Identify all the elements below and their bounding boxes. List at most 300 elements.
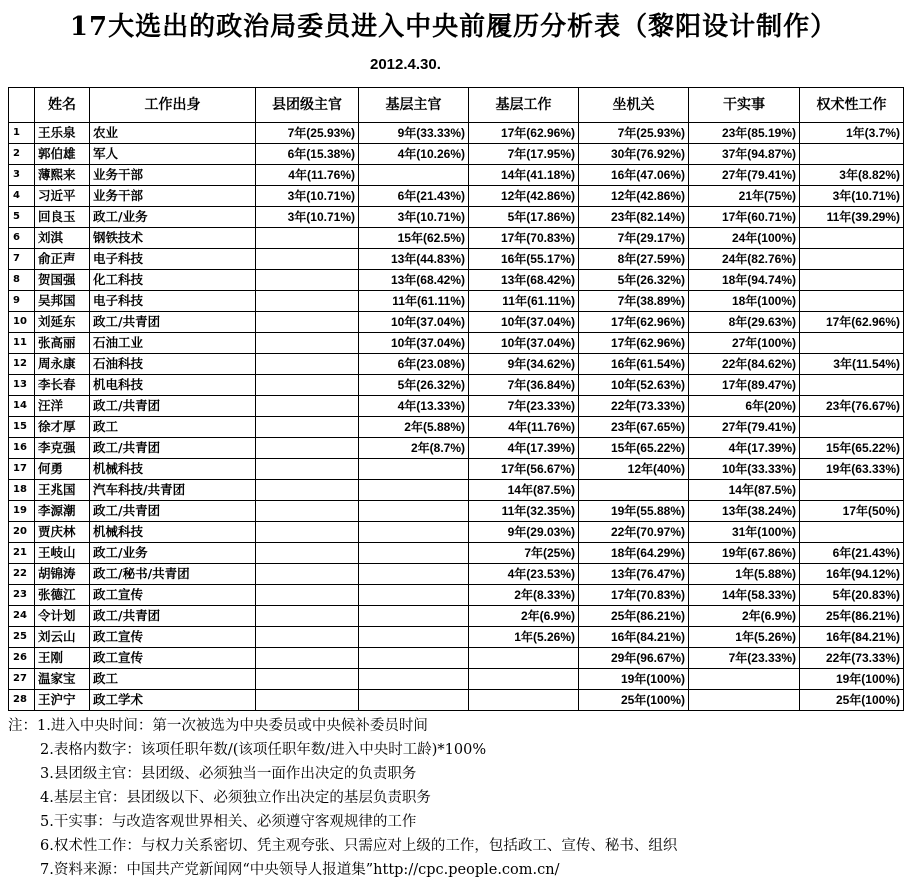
work-origin: 化工科技	[90, 270, 256, 291]
table-row	[9, 207, 904, 228]
grassroots-work-cell: 17年(70.83%)	[469, 228, 579, 249]
county-chief-cell	[256, 249, 359, 270]
grassroots-work-cell: 4年(17.39%)	[469, 438, 579, 459]
grassroots-work-cell: 7年(23.33%)	[469, 396, 579, 417]
footnote-item: 7.资料来源：中国共产党新闻网“中央领导人报道集”http://cpc.people.com.cn/	[40, 862, 560, 878]
grassroots-chief-cell	[359, 690, 469, 711]
work-origin: 机械科技	[90, 522, 256, 543]
practical-work-cell: 19年(67.86%)	[689, 543, 800, 564]
power-work-cell: 11年(39.29%)	[800, 207, 904, 228]
practical-work-cell: 1年(5.88%)	[689, 564, 800, 585]
footnote-item: 4.基层主官：县团级以下、必须独立作出决定的基层负责职务	[40, 790, 431, 806]
table-row	[9, 165, 904, 186]
person-name: 李长春	[35, 375, 90, 396]
grassroots-work-cell: 7年(36.84%)	[469, 375, 579, 396]
grassroots-chief-cell: 13年(44.83%)	[359, 249, 469, 270]
grassroots-work-cell: 4年(23.53%)	[469, 564, 579, 585]
grassroots-chief-cell: 5年(26.32%)	[359, 375, 469, 396]
grassroots-work-cell: 10年(37.04%)	[469, 312, 579, 333]
power-work-cell	[800, 291, 904, 312]
footnote-item: 2.表格内数字：该项任职年数/(该项任职年数/进入中央时工龄)*100%	[40, 742, 487, 758]
work-origin: 机电科技	[90, 375, 256, 396]
work-origin: 钢铁技术	[90, 228, 256, 249]
county-chief-cell	[256, 690, 359, 711]
power-work-cell: 3年(10.71%)	[800, 186, 904, 207]
county-chief-cell	[256, 459, 359, 480]
office-work-cell	[579, 480, 689, 501]
row-index: 23	[9, 585, 35, 606]
office-work-cell: 18年(64.29%)	[579, 543, 689, 564]
row-index: 26	[9, 648, 35, 669]
person-name: 王兆国	[35, 480, 90, 501]
power-work-cell: 6年(21.43%)	[800, 543, 904, 564]
grassroots-chief-cell: 13年(68.42%)	[359, 270, 469, 291]
table-row	[9, 312, 904, 333]
practical-work-cell: 10年(33.33%)	[689, 459, 800, 480]
person-name: 周永康	[35, 354, 90, 375]
header-office-work: 坐机关	[579, 88, 689, 123]
grassroots-work-cell: 17年(56.67%)	[469, 459, 579, 480]
table-row	[9, 438, 904, 459]
office-work-cell: 17年(70.83%)	[579, 585, 689, 606]
county-chief-cell: 3年(10.71%)	[256, 207, 359, 228]
grassroots-chief-cell: 6年(23.08%)	[359, 354, 469, 375]
grassroots-work-cell: 5年(17.86%)	[469, 207, 579, 228]
grassroots-work-cell: 10年(37.04%)	[469, 333, 579, 354]
grassroots-work-cell	[469, 648, 579, 669]
work-origin: 石油工业	[90, 333, 256, 354]
row-index: 11	[9, 333, 35, 354]
person-name: 吴邦国	[35, 291, 90, 312]
county-chief-cell	[256, 606, 359, 627]
work-origin: 政工	[90, 417, 256, 438]
grassroots-chief-cell: 11年(61.11%)	[359, 291, 469, 312]
person-name: 王乐泉	[35, 123, 90, 144]
person-name: 刘淇	[35, 228, 90, 249]
county-chief-cell: 7年(25.93%)	[256, 123, 359, 144]
power-work-cell: 19年(100%)	[800, 669, 904, 690]
table-header-row	[9, 88, 904, 123]
person-name: 刘云山	[35, 627, 90, 648]
header-power-work: 权术性工作	[800, 88, 904, 123]
table-row	[9, 501, 904, 522]
grassroots-work-cell: 2年(8.33%)	[469, 585, 579, 606]
power-work-cell: 25年(86.21%)	[800, 606, 904, 627]
power-work-cell: 3年(11.54%)	[800, 354, 904, 375]
practical-work-cell: 2年(6.9%)	[689, 606, 800, 627]
practical-work-cell: 24年(100%)	[689, 228, 800, 249]
table-row	[9, 333, 904, 354]
power-work-cell	[800, 249, 904, 270]
power-work-cell: 23年(76.67%)	[800, 396, 904, 417]
header-name: 姓名	[35, 88, 90, 123]
table-row	[9, 396, 904, 417]
row-index: 17	[9, 459, 35, 480]
power-work-cell	[800, 522, 904, 543]
power-work-cell	[800, 417, 904, 438]
row-index: 9	[9, 291, 35, 312]
table-row	[9, 480, 904, 501]
footnote-item: 3.县团级主官：县团级、必须独当一面作出决定的负责职务	[40, 766, 417, 782]
grassroots-work-cell: 17年(62.96%)	[469, 123, 579, 144]
page-title: 17大选出的政治局委员进入中央前履历分析表（黎阳设计制作）	[69, 12, 838, 42]
work-origin: 政工/业务	[90, 207, 256, 228]
work-origin: 业务干部	[90, 165, 256, 186]
row-index: 27	[9, 669, 35, 690]
person-name: 李克强	[35, 438, 90, 459]
grassroots-chief-cell: 9年(33.33%)	[359, 123, 469, 144]
table-row	[9, 354, 904, 375]
office-work-cell: 19年(55.88%)	[579, 501, 689, 522]
power-work-cell	[800, 228, 904, 249]
grassroots-chief-cell	[359, 564, 469, 585]
work-origin: 军人	[90, 144, 256, 165]
power-work-cell: 5年(20.83%)	[800, 585, 904, 606]
grassroots-work-cell: 16年(55.17%)	[469, 249, 579, 270]
grassroots-work-cell: 7年(25%)	[469, 543, 579, 564]
practical-work-cell	[689, 669, 800, 690]
office-work-cell: 15年(65.22%)	[579, 438, 689, 459]
practical-work-cell: 27年(79.41%)	[689, 417, 800, 438]
grassroots-chief-cell	[359, 543, 469, 564]
row-index: 25	[9, 627, 35, 648]
grassroots-chief-cell: 4年(10.26%)	[359, 144, 469, 165]
county-chief-cell	[256, 648, 359, 669]
table-row	[9, 585, 904, 606]
footnote-item: 6.权术性工作：与权力关系密切、凭主观夸张、只需应对上级的工作，包括政工、宣传、秘书、组织	[40, 838, 678, 854]
practical-work-cell: 14年(87.5%)	[689, 480, 800, 501]
table-row	[9, 522, 904, 543]
table-row	[9, 459, 904, 480]
office-work-cell: 23年(82.14%)	[579, 207, 689, 228]
grassroots-chief-cell: 15年(62.5%)	[359, 228, 469, 249]
office-work-cell: 7年(38.89%)	[579, 291, 689, 312]
footnote-item: 注：1.进入中央时间：第一次被选为中央委员或中央候补委员时间	[8, 718, 428, 734]
practical-work-cell: 7年(23.33%)	[689, 648, 800, 669]
work-origin: 政工/共青团	[90, 438, 256, 459]
practical-work-cell: 23年(85.19%)	[689, 123, 800, 144]
grassroots-work-cell	[469, 690, 579, 711]
county-chief-cell	[256, 438, 359, 459]
row-index: 19	[9, 501, 35, 522]
practical-work-cell: 22年(84.62%)	[689, 354, 800, 375]
practical-work-cell: 17年(89.47%)	[689, 375, 800, 396]
table-row	[9, 690, 904, 711]
grassroots-chief-cell	[359, 669, 469, 690]
grassroots-work-cell: 11年(32.35%)	[469, 501, 579, 522]
row-index: 4	[9, 186, 35, 207]
practical-work-cell: 27年(100%)	[689, 333, 800, 354]
grassroots-work-cell: 11年(61.11%)	[469, 291, 579, 312]
grassroots-chief-cell	[359, 165, 469, 186]
power-work-cell	[800, 270, 904, 291]
table-row	[9, 606, 904, 627]
grassroots-chief-cell	[359, 522, 469, 543]
work-origin: 政工/共青团	[90, 501, 256, 522]
grassroots-work-cell: 4年(11.76%)	[469, 417, 579, 438]
practical-work-cell: 13年(38.24%)	[689, 501, 800, 522]
office-work-cell: 13年(76.47%)	[579, 564, 689, 585]
table-row	[9, 564, 904, 585]
county-chief-cell: 4年(11.76%)	[256, 165, 359, 186]
header-index	[9, 88, 35, 123]
person-name: 王刚	[35, 648, 90, 669]
practical-work-cell: 4年(17.39%)	[689, 438, 800, 459]
grassroots-work-cell: 2年(6.9%)	[469, 606, 579, 627]
person-name: 温家宝	[35, 669, 90, 690]
work-origin: 业务干部	[90, 186, 256, 207]
row-index: 10	[9, 312, 35, 333]
grassroots-work-cell: 9年(29.03%)	[469, 522, 579, 543]
row-index: 22	[9, 564, 35, 585]
row-index: 24	[9, 606, 35, 627]
table-row	[9, 291, 904, 312]
grassroots-work-cell: 14年(87.5%)	[469, 480, 579, 501]
practical-work-cell: 8年(29.63%)	[689, 312, 800, 333]
office-work-cell: 25年(100%)	[579, 690, 689, 711]
grassroots-chief-cell: 2年(5.88%)	[359, 417, 469, 438]
practical-work-cell: 17年(60.71%)	[689, 207, 800, 228]
power-work-cell: 19年(63.33%)	[800, 459, 904, 480]
header-grassroots-work: 基层工作	[469, 88, 579, 123]
row-index: 28	[9, 690, 35, 711]
power-work-cell: 1年(3.7%)	[800, 123, 904, 144]
work-origin: 政工学术	[90, 690, 256, 711]
practical-work-cell: 21年(75%)	[689, 186, 800, 207]
table-row	[9, 375, 904, 396]
practical-work-cell: 6年(20%)	[689, 396, 800, 417]
person-name: 令计划	[35, 606, 90, 627]
table-row	[9, 186, 904, 207]
grassroots-chief-cell	[359, 606, 469, 627]
grassroots-chief-cell: 10年(37.04%)	[359, 312, 469, 333]
power-work-cell: 17年(50%)	[800, 501, 904, 522]
table-row	[9, 249, 904, 270]
work-origin: 政工/共青团	[90, 396, 256, 417]
practical-work-cell: 24年(82.76%)	[689, 249, 800, 270]
table-row	[9, 144, 904, 165]
person-name: 王岐山	[35, 543, 90, 564]
power-work-cell	[800, 480, 904, 501]
header-county-chief: 县团级主官	[256, 88, 359, 123]
county-chief-cell	[256, 564, 359, 585]
person-name: 薄熙来	[35, 165, 90, 186]
work-origin: 政工/业务	[90, 543, 256, 564]
power-work-cell: 15年(65.22%)	[800, 438, 904, 459]
office-work-cell: 16年(61.54%)	[579, 354, 689, 375]
power-work-cell: 17年(62.96%)	[800, 312, 904, 333]
row-index: 15	[9, 417, 35, 438]
grassroots-work-cell	[469, 669, 579, 690]
power-work-cell: 25年(100%)	[800, 690, 904, 711]
county-chief-cell	[256, 417, 359, 438]
person-name: 郭伯雄	[35, 144, 90, 165]
row-index: 20	[9, 522, 35, 543]
practical-work-cell: 1年(5.26%)	[689, 627, 800, 648]
practical-work-cell: 14年(58.33%)	[689, 585, 800, 606]
work-origin: 政工宣传	[90, 648, 256, 669]
office-work-cell: 12年(42.86%)	[579, 186, 689, 207]
office-work-cell: 5年(26.32%)	[579, 270, 689, 291]
grassroots-chief-cell: 2年(8.7%)	[359, 438, 469, 459]
grassroots-chief-cell: 3年(10.71%)	[359, 207, 469, 228]
table-body	[9, 123, 904, 711]
office-work-cell: 12年(40%)	[579, 459, 689, 480]
grassroots-chief-cell	[359, 459, 469, 480]
row-index: 2	[9, 144, 35, 165]
person-name: 习近平	[35, 186, 90, 207]
grassroots-chief-cell	[359, 648, 469, 669]
person-name: 胡锦涛	[35, 564, 90, 585]
county-chief-cell	[256, 312, 359, 333]
row-index: 16	[9, 438, 35, 459]
work-origin: 汽车科技/共青团	[90, 480, 256, 501]
grassroots-chief-cell	[359, 585, 469, 606]
row-index: 6	[9, 228, 35, 249]
table-row	[9, 627, 904, 648]
office-work-cell: 19年(100%)	[579, 669, 689, 690]
county-chief-cell: 6年(15.38%)	[256, 144, 359, 165]
person-name: 李源潮	[35, 501, 90, 522]
county-chief-cell	[256, 228, 359, 249]
table-row	[9, 648, 904, 669]
county-chief-cell	[256, 396, 359, 417]
county-chief-cell	[256, 375, 359, 396]
office-work-cell: 23年(67.65%)	[579, 417, 689, 438]
practical-work-cell: 31年(100%)	[689, 522, 800, 543]
work-origin: 电子科技	[90, 249, 256, 270]
grassroots-chief-cell: 10年(37.04%)	[359, 333, 469, 354]
work-origin: 政工宣传	[90, 585, 256, 606]
county-chief-cell	[256, 501, 359, 522]
practical-work-cell: 18年(100%)	[689, 291, 800, 312]
work-origin: 政工宣传	[90, 627, 256, 648]
table-row	[9, 270, 904, 291]
person-name: 张德江	[35, 585, 90, 606]
grassroots-chief-cell: 6年(21.43%)	[359, 186, 469, 207]
grassroots-chief-cell: 4年(13.33%)	[359, 396, 469, 417]
work-origin: 政工/秘书/共青团	[90, 564, 256, 585]
county-chief-cell	[256, 627, 359, 648]
work-origin: 电子科技	[90, 291, 256, 312]
office-work-cell: 22年(70.97%)	[579, 522, 689, 543]
document-date: 2012.4.30.	[370, 56, 441, 73]
header-grassroots-chief: 基层主官	[359, 88, 469, 123]
practical-work-cell: 27年(79.41%)	[689, 165, 800, 186]
practical-work-cell	[689, 690, 800, 711]
practical-work-cell: 37年(94.87%)	[689, 144, 800, 165]
power-work-cell: 3年(8.82%)	[800, 165, 904, 186]
office-work-cell: 16年(47.06%)	[579, 165, 689, 186]
power-work-cell	[800, 144, 904, 165]
row-index: 18	[9, 480, 35, 501]
person-name: 俞正声	[35, 249, 90, 270]
county-chief-cell	[256, 354, 359, 375]
person-name: 刘延东	[35, 312, 90, 333]
grassroots-work-cell: 1年(5.26%)	[469, 627, 579, 648]
header-practical-work: 干实事	[689, 88, 800, 123]
person-name: 何勇	[35, 459, 90, 480]
row-index: 14	[9, 396, 35, 417]
office-work-cell: 7年(29.17%)	[579, 228, 689, 249]
row-index: 3	[9, 165, 35, 186]
row-index: 5	[9, 207, 35, 228]
grassroots-work-cell: 7年(17.95%)	[469, 144, 579, 165]
row-index: 7	[9, 249, 35, 270]
work-origin: 政工/共青团	[90, 606, 256, 627]
office-work-cell: 25年(86.21%)	[579, 606, 689, 627]
table-row	[9, 123, 904, 144]
county-chief-cell	[256, 480, 359, 501]
office-work-cell: 10年(52.63%)	[579, 375, 689, 396]
power-work-cell: 22年(73.33%)	[800, 648, 904, 669]
power-work-cell	[800, 333, 904, 354]
grassroots-chief-cell	[359, 480, 469, 501]
grassroots-chief-cell	[359, 627, 469, 648]
footnotes	[8, 714, 903, 882]
power-work-cell	[800, 375, 904, 396]
grassroots-work-cell: 13年(68.42%)	[469, 270, 579, 291]
table-row	[9, 417, 904, 438]
office-work-cell: 30年(76.92%)	[579, 144, 689, 165]
office-work-cell: 8年(27.59%)	[579, 249, 689, 270]
grassroots-work-cell: 14年(41.18%)	[469, 165, 579, 186]
county-chief-cell: 3年(10.71%)	[256, 186, 359, 207]
row-index: 1	[9, 123, 35, 144]
office-work-cell: 22年(73.33%)	[579, 396, 689, 417]
power-work-cell: 16年(84.21%)	[800, 627, 904, 648]
person-name: 王沪宁	[35, 690, 90, 711]
person-name: 汪洋	[35, 396, 90, 417]
county-chief-cell	[256, 291, 359, 312]
county-chief-cell	[256, 270, 359, 291]
person-name: 贺国强	[35, 270, 90, 291]
person-name: 徐才厚	[35, 417, 90, 438]
resume-analysis-table	[8, 87, 904, 711]
footnote-item: 5.干实事：与改造客观世界相关、必须遵守客观规律的工作	[40, 814, 417, 830]
table-row	[9, 669, 904, 690]
work-origin: 机械科技	[90, 459, 256, 480]
office-work-cell: 17年(62.96%)	[579, 333, 689, 354]
office-work-cell: 29年(96.67%)	[579, 648, 689, 669]
grassroots-chief-cell	[359, 501, 469, 522]
table-row	[9, 228, 904, 249]
person-name: 张高丽	[35, 333, 90, 354]
row-index: 21	[9, 543, 35, 564]
row-index: 8	[9, 270, 35, 291]
grassroots-work-cell: 12年(42.86%)	[469, 186, 579, 207]
office-work-cell: 17年(62.96%)	[579, 312, 689, 333]
work-origin: 农业	[90, 123, 256, 144]
office-work-cell: 16年(84.21%)	[579, 627, 689, 648]
practical-work-cell: 18年(94.74%)	[689, 270, 800, 291]
county-chief-cell	[256, 522, 359, 543]
row-index: 12	[9, 354, 35, 375]
header-origin: 工作出身	[90, 88, 256, 123]
grassroots-work-cell: 9年(34.62%)	[469, 354, 579, 375]
person-name: 贾庆林	[35, 522, 90, 543]
row-index: 13	[9, 375, 35, 396]
county-chief-cell	[256, 669, 359, 690]
county-chief-cell	[256, 585, 359, 606]
table-row	[9, 543, 904, 564]
power-work-cell: 16年(94.12%)	[800, 564, 904, 585]
office-work-cell: 7年(25.93%)	[579, 123, 689, 144]
work-origin: 政工/共青团	[90, 312, 256, 333]
person-name: 回良玉	[35, 207, 90, 228]
county-chief-cell	[256, 333, 359, 354]
county-chief-cell	[256, 543, 359, 564]
